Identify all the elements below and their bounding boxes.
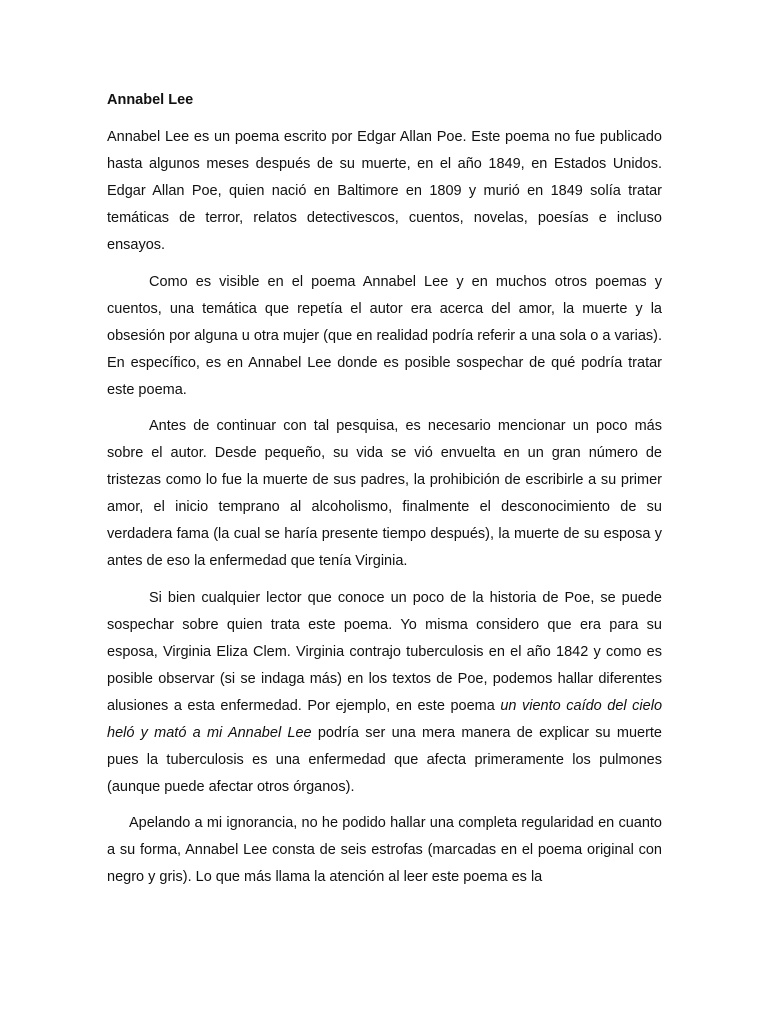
paragraph-4-text-after: podría ser una mera manera de explicar su muerte pues la tuberculosis es una enfermedad que afecta primeramente los pulmones (aunque puede afectar otros órganos).	[107, 725, 662, 795]
paragraph-1: Annabel Lee es un poema escrito por Edgar Allan Poe. Este poema no fue publicado hasta algunos meses después de su muerte, en el año 1849, en Estados Unidos. Edgar Allan Poe, quien nació en Baltimore en 1809 y murió en 1849 solía tratar temáticas de terror, relatos detectivescos, cuentos, novelas, poesías e incluso ensayos.	[107, 129, 662, 253]
paragraph-5: Apelando a mi ignorancia, no he podido hallar una completa regularidad en cuanto a su forma, Annabel Lee consta de seis estrofas (marcadas en el poema original con negro y gris). Lo que más llama la atención al leer este poema es la	[107, 815, 662, 885]
paragraph-4-text-before: Si bien cualquier lector que conoce un poco de la historia de Poe, se puede sospechar sobre quien trata este poema. Yo misma considero que era para su esposa, Virginia Eliza Clem. Virginia contrajo tuberculosis en el año 1842 y como es posible observar (si se indaga más) en los textos de Poe, podemos hallar diferentes alusiones a esta enfermedad. Por ejemplo, en este poema	[107, 590, 662, 714]
document-title: Annabel Lee	[107, 92, 194, 108]
paragraph-3: Antes de continuar con tal pesquisa, es necesario mencionar un poco más sobre el autor. Desde pequeño, su vida se vió envuelta en un gran número de tristezas como lo fue la muerte de sus padres, la prohibición de escribirle a su primer amor, el inicio temprano al alcoholismo, finalmente el desconocimiento de su verdadera fama (la cual se haría presente tiempo después), la muerte de su esposa y antes de eso la enfermedad que tenía Virginia.	[107, 418, 662, 569]
paragraph-2: Como es visible en el poema Annabel Lee y en muchos otros poemas y cuentos, una temática que repetía el autor era acerca del amor, la muerte y la obsesión por alguna u otra mujer (que en realidad podría referir a una sola o a varias). En específico, es en Annabel Lee donde es posible sospechar de qué podría tratar este poema.	[107, 274, 662, 398]
paragraph-4	[107, 585, 662, 801]
poem-quote: un viento caído del cielo heló y mató a mi Annabel Lee	[107, 698, 663, 741]
